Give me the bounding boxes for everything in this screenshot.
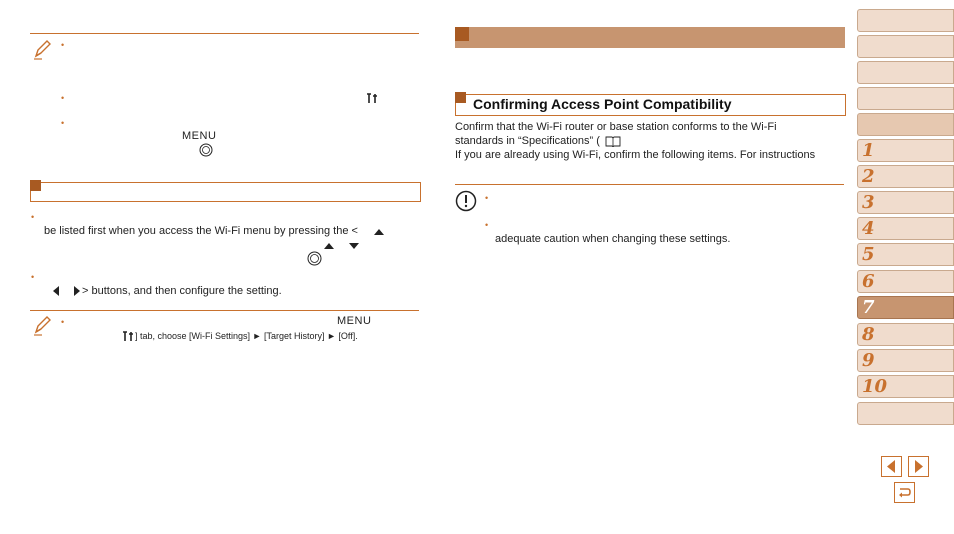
return-button[interactable] xyxy=(894,482,915,503)
note1-bullet-2: • xyxy=(61,93,65,103)
sidebar-tab-blank-4[interactable] xyxy=(857,87,954,110)
chapter-title-bar xyxy=(455,27,845,48)
caution-top-rule xyxy=(455,184,844,185)
chapter-number: 6 xyxy=(862,271,875,292)
chapter-number: 10 xyxy=(862,376,888,397)
chapter-number: 3 xyxy=(862,192,875,213)
func-set-button-icon-2 xyxy=(307,251,322,266)
caution-icon xyxy=(455,190,477,212)
chapter-number: 4 xyxy=(862,218,875,239)
section-text-line-2: > buttons, and then configure the setting. xyxy=(82,285,282,297)
section-bullet-1: • xyxy=(31,212,35,222)
para-line-3: If you are already using Wi-Fi, confirm the following items. For instructions xyxy=(455,149,816,161)
next-page-button[interactable] xyxy=(908,456,929,477)
sidebar-chapter-9[interactable] xyxy=(857,349,954,372)
right-arrow-icon xyxy=(73,286,81,296)
sidebar-chapter-2[interactable] xyxy=(857,165,954,188)
right-section-marker xyxy=(455,92,466,103)
left-arrow-icon xyxy=(52,286,60,296)
note2-bullet: • xyxy=(61,317,65,327)
left-section-marker xyxy=(30,180,41,191)
up-arrow-icon-2 xyxy=(324,242,334,250)
note2-top-rule xyxy=(30,310,419,311)
sidebar-chapter-4[interactable] xyxy=(857,217,954,240)
section-heading: Confirming Access Point Compatibility xyxy=(473,96,732,112)
caution-text: adequate caution when changing these settings. xyxy=(495,233,731,245)
para-line-1: Confirm that the Wi-Fi router or base station conforms to the Wi-Fi xyxy=(455,121,777,133)
sidebar-chapter-1[interactable] xyxy=(857,139,954,162)
note2-text: ] tab, choose [Wi-Fi Settings] ► [Target History] ► [Off]. xyxy=(135,331,358,341)
pencil-note-icon-2 xyxy=(32,314,52,336)
sidebar-chapter-5[interactable] xyxy=(857,243,954,266)
sidebar-chapter-6[interactable] xyxy=(857,270,954,293)
chapter-number: 8 xyxy=(862,324,875,345)
caution-bullet-1: • xyxy=(485,193,489,203)
prev-page-button[interactable] xyxy=(881,456,902,477)
chapter-number: 7 xyxy=(862,297,875,318)
chapter-number: 9 xyxy=(862,350,875,371)
sidebar-chapter-8[interactable] xyxy=(857,323,954,346)
chapter-title-marker xyxy=(455,27,469,41)
left-section-header-box xyxy=(30,182,421,202)
section-bullet-2: • xyxy=(31,272,35,282)
note1-bullet-3: • xyxy=(61,118,65,128)
para-line-2: standards in “Specifications” ( xyxy=(455,135,600,147)
note2-menu-label: MENU xyxy=(337,315,372,327)
wrench-tab-icon-2 xyxy=(123,331,135,342)
next-page-icon xyxy=(909,457,928,476)
chapter-number: 1 xyxy=(862,140,875,161)
func-set-button-icon xyxy=(199,143,213,157)
wrench-tab-icon xyxy=(367,93,379,104)
section-text-line-1: be listed first when you access the Wi-Fi menu by pressing the < xyxy=(44,225,358,237)
sidebar-chapter-7[interactable] xyxy=(857,296,954,319)
up-arrow-icon xyxy=(374,228,384,236)
sidebar-tab-blank-1[interactable] xyxy=(857,9,954,32)
sidebar-tab-blank-6[interactable] xyxy=(857,402,954,425)
sidebar-tab-blank-5[interactable] xyxy=(857,113,954,136)
sidebar-chapter-3[interactable] xyxy=(857,191,954,214)
pencil-note-icon xyxy=(32,38,52,60)
chapter-number: 5 xyxy=(862,244,875,265)
caution-bullet-2: • xyxy=(485,220,489,230)
sidebar-tab-blank-3[interactable] xyxy=(857,61,954,84)
chapter-number: 2 xyxy=(862,166,875,187)
sidebar-tab-blank-2[interactable] xyxy=(857,35,954,58)
sidebar-chapter-10[interactable] xyxy=(857,375,954,398)
prev-page-icon xyxy=(882,457,901,476)
return-icon xyxy=(895,483,914,502)
menu-button-label: MENU xyxy=(182,130,217,142)
book-ref-icon[interactable] xyxy=(605,136,621,147)
note1-top-rule xyxy=(30,33,419,34)
down-arrow-icon xyxy=(349,242,359,250)
note1-bullet-1: • xyxy=(61,40,65,50)
